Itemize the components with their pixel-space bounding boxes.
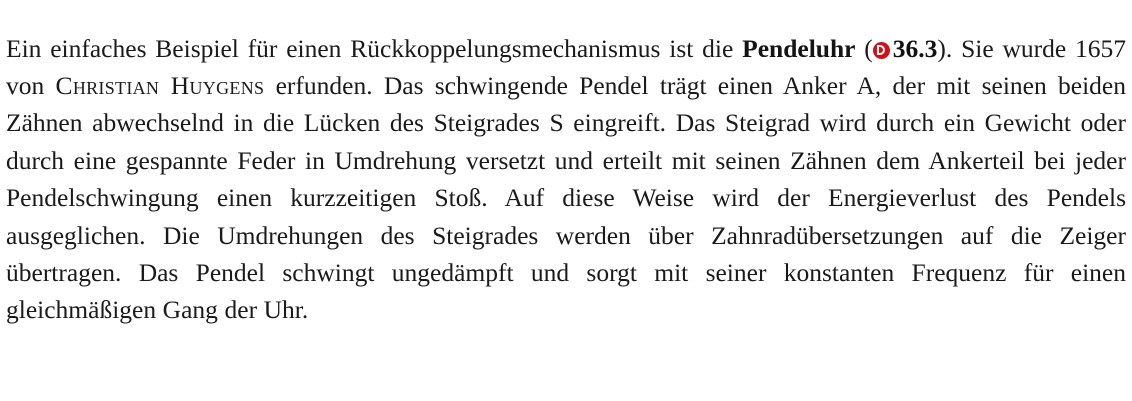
paragraph-tail-text: erfunden. Das schwingende Pendel trägt einen Anker A, der mit seinen beiden Zähnen abwechselnd in die Lücken des Steigrades S eingreift. Das Steigrad wird durch ein Gewicht oder durch eine gespannte Feder in Umdrehung versetzt und erteilt mit seinen Zähnen dem Ankerteil bei jeder Pendelschwingung einen kurzzeitigen Stoß. Auf diese Weise wird der Energieverlust des Pendels ausgeglichen. Die Umdrehungen des Steigrades werden über Zahnradübersetzungen auf die Zeiger übertragen. Das Pendel schwingt ungedämpft und sorgt mit seiner konstanten Frequenz für einen gleichmäßigen Gang der Uhr. bbox=[6, 70, 1126, 325]
pin-circle-icon bbox=[873, 42, 890, 59]
paragraph-after-reference: ). Sie wurde 1657 von bbox=[6, 33, 1127, 100]
figure-reference-number: 36.3 bbox=[892, 33, 938, 63]
person-name-huygens: Christian Huygens bbox=[55, 70, 265, 100]
body-paragraph bbox=[6, 30, 1126, 329]
figure-reference[interactable] bbox=[873, 34, 938, 63]
paren-open: ( bbox=[855, 33, 873, 63]
paragraph-lead-text: Ein einfaches Beispiel für einen Rückkoppelungsmechanismus ist die bbox=[6, 33, 743, 63]
key-term-pendeluhr: Pendeluhr bbox=[742, 33, 856, 63]
